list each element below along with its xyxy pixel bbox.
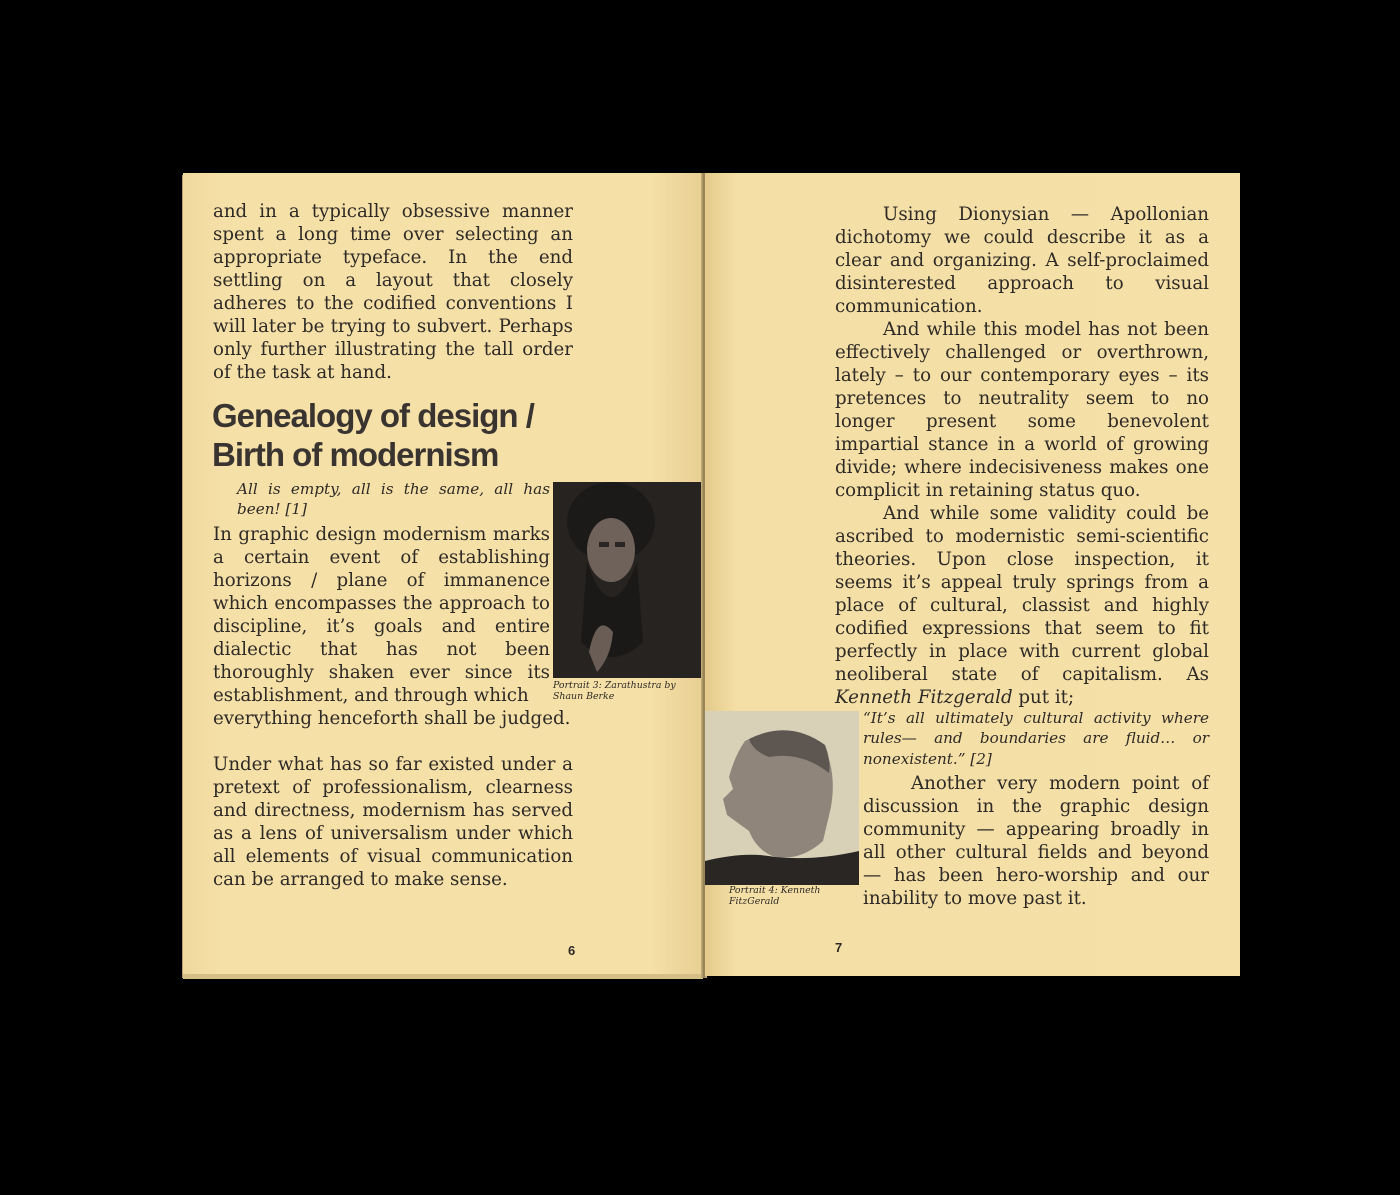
page-number-right: 7: [835, 940, 843, 955]
page-number-left: 6: [568, 943, 576, 958]
right-column: [835, 203, 1209, 709]
portrait-bearded-man-icon: [553, 482, 703, 678]
fitzgerald-quote: “It’s all ultimately cultural activity where rules— and boundaries are fluid… or nonexistent.” [2]: [863, 709, 1209, 768]
section-heading: Genealogy of design / Birth of modernism: [212, 397, 534, 473]
portrait-3-caption: Portrait 3: Zarathustra by Shaun Berke: [553, 680, 676, 702]
left-page: [183, 173, 703, 976]
right-paragraph-2: And while this model has not been effectively challenged or overthrown, lately – to our contemporary eyes – its pretences to neutrality seem to no longer present some benevolent impartial stance in a world of growing divide; where indecisiveness makes one complicit in retaining status quo.: [835, 319, 1209, 501]
epigraph-quote: All is empty, all is the same, all has been! [1]: [237, 480, 550, 518]
right-paragraph-1: Using Dionysian — Apollonian dichotomy we could describe it as a clear and organizing. A self-proclaimed disinterested approach to visual communication.: [835, 204, 1209, 317]
right-paragraph-3-start: And while some validity could be ascribed to modernistic semi-scientific theories. Upon close inspection, it seems it’s appeal truly springs from a place of cultural, classist and highly codified expressions that seem to fit perfectly in place with current global neoliberal state of capitalism. As: [835, 503, 1209, 685]
kenneth-fitzgerald-name: Kenneth Fitzgerald: [835, 687, 1013, 708]
right-paragraph-3: [835, 502, 1209, 709]
left-intro-paragraph: and in a typically obsessive manner spent a long time over selecting an appropriate typeface. In the end settling on a layout that closely adheres to the codified conventions I will later be trying to subvert. Perhaps only further illustrating the tall order of the task at hand.: [213, 201, 573, 383]
portrait-profile-man-icon: [705, 711, 859, 885]
left-paragraph-1: In graphic design modernism marks a certain event of establishing horizons / plane of immanence which encompasses the approach to discipline, it’s goals and entire dialectic that has not been thoroughly shaken ever since its establishment, and through which: [213, 524, 550, 706]
portrait-4-caption: Portrait 4: Kenneth FitzGerald: [729, 885, 821, 907]
portrait-zarathustra-image: [553, 482, 703, 678]
page-edge: [183, 974, 703, 979]
left-paragraph-1-continued: everything henceforth shall be judged.: [213, 708, 571, 729]
left-paragraph-2: Under what has so far existed under a pretext of professionalism, clearness and directness, modernism has served as a lens of universalism under which all elements of visual communication can be arranged to make sense.: [213, 754, 573, 890]
right-paragraph-4: Another very modern point of discussion in the graphic design community — appearing broadly in all other cultural fields and beyond — has been hero-worship and our inability to move past it.: [863, 773, 1209, 909]
right-paragraph-3-end: put it;: [1018, 687, 1075, 708]
right-page: [705, 173, 1240, 976]
portrait-fitzgerald-image: [705, 711, 859, 885]
